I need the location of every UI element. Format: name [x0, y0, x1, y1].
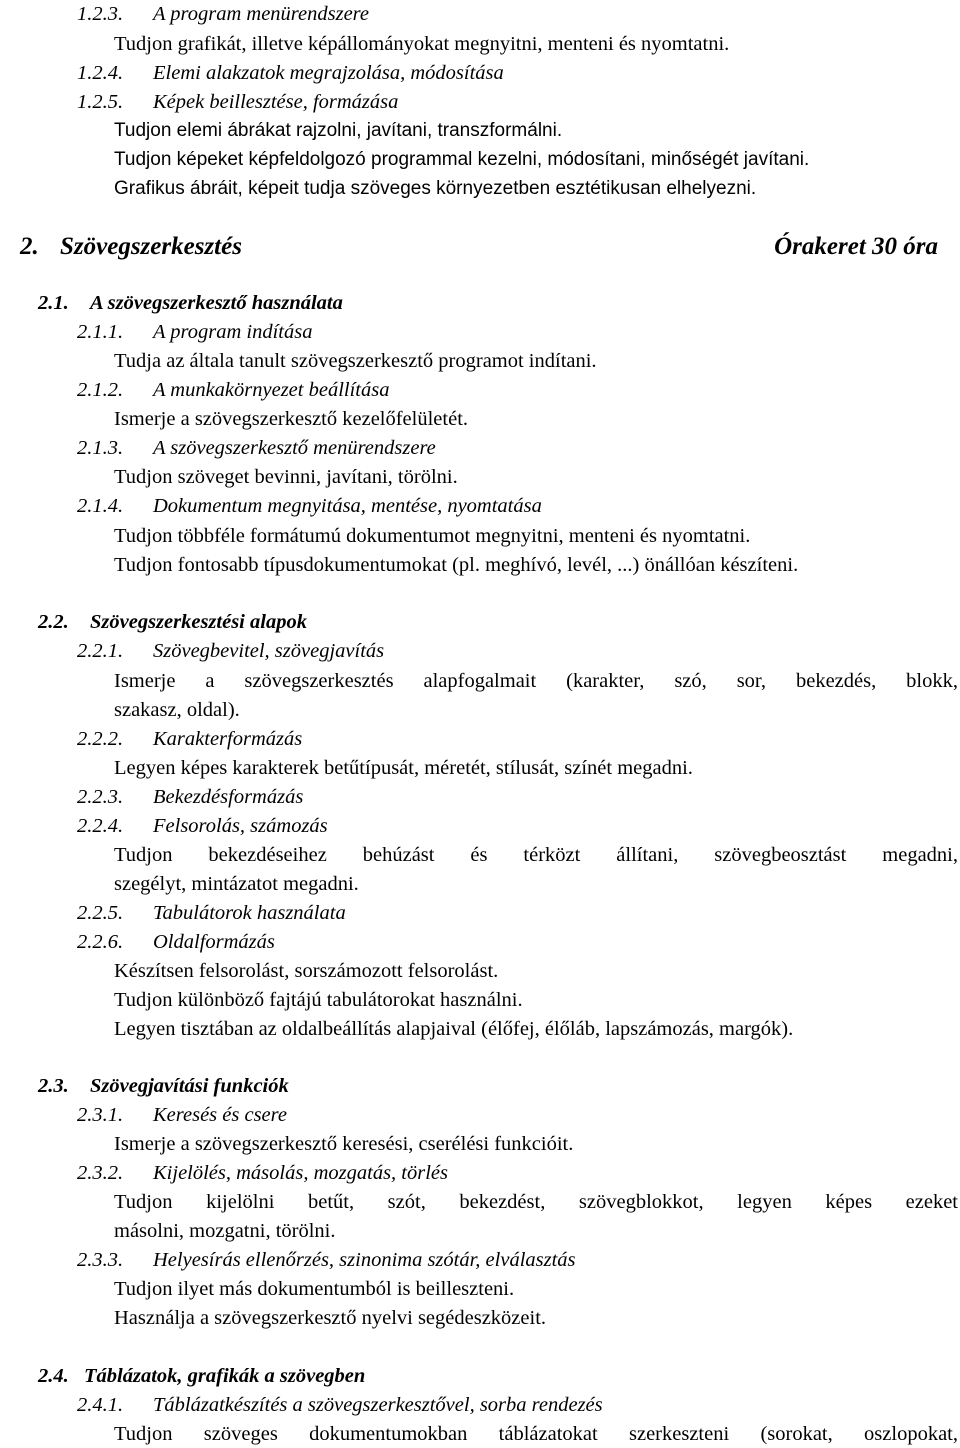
section-heading	[38, 293, 343, 314]
section-title: Dokumentum megnyitása, mentése, nyomtatása	[153, 495, 542, 517]
chapter-title: Szövegszerkesztés	[60, 233, 242, 260]
section-title: Tabulátorok használata	[153, 902, 346, 924]
section-number: 2.2.1.	[77, 640, 124, 662]
section-heading	[38, 1366, 365, 1387]
section-number: 1.2.5.	[77, 91, 124, 113]
section-number: 2.2.5.	[77, 902, 124, 924]
section-title: Táblázatok, grafikák a szövegben	[84, 1365, 366, 1387]
section-title: Szövegbevitel, szövegjavítás	[153, 640, 385, 662]
subsection-heading	[77, 787, 303, 808]
section-title: Kijelölés, másolás, mozgatás, törlés	[153, 1162, 448, 1184]
hours-allocation: Órakeret 30 óra	[774, 233, 938, 260]
section-number: 1.2.3.	[77, 3, 124, 25]
section-title: Elemi alakzatok megrajzolása, módosítása	[153, 62, 504, 84]
subsection-heading	[77, 92, 398, 113]
section-heading	[38, 612, 307, 633]
section-title: A szövegszerkesztő használata	[90, 292, 343, 314]
section-title: Szövegszerkesztési alapok	[90, 611, 307, 633]
section-title: Bekezdésformázás	[153, 786, 304, 808]
subsection-heading	[77, 816, 328, 837]
section-number: 2.4.1.	[77, 1394, 124, 1416]
section-number: 2.2.3.	[77, 786, 124, 808]
subsection-heading	[77, 1395, 603, 1416]
section-number: 2.1.3.	[77, 437, 124, 459]
subsection-heading	[77, 380, 389, 401]
body-text: Tudjon kijelölni betűt, szót, bekezdést, szövegblokkot, legyen képes ezeket	[114, 1191, 958, 1213]
body-text: Ismerje a szövegszerkesztés alapfogalmait (karakter, szó, sor, bekezdés, blokk,	[114, 670, 958, 692]
section-title: Felsorolás, számozás	[153, 815, 328, 837]
subsection-heading	[77, 932, 275, 953]
section-title: Képek beillesztése, formázása	[153, 91, 399, 113]
body-text: Legyen képes karakterek betűtípusát, méretét, stílusát, színét megadni.	[114, 757, 693, 779]
section-title: Karakterformázás	[153, 728, 303, 750]
section-number: 2.3.	[38, 1075, 69, 1097]
body-text: Tudjon bekezdéseihez behúzást és térközt állítani, szövegbeosztást megadni,	[114, 844, 958, 866]
subsection-heading	[77, 729, 302, 750]
section-number: 2.3.1.	[77, 1104, 124, 1126]
section-number: 2.1.4.	[77, 495, 124, 517]
subsection-heading	[77, 438, 436, 459]
section-number: 2.1.1.	[77, 321, 124, 343]
section-number: 2.2.2.	[77, 728, 124, 750]
section-number: 2.3.3.	[77, 1249, 124, 1271]
body-text: szakasz, oldal).	[114, 699, 240, 721]
body-text: Tudja az általa tanult szövegszerkesztő programot indítani.	[114, 350, 597, 372]
body-text: Grafikus ábráit, képeit tudja szöveges környezetben esztétikusan elhelyezni.	[114, 178, 757, 199]
subsection-heading	[77, 1250, 576, 1271]
section-number: 2.1.2.	[77, 379, 124, 401]
body-text: Tudjon szöveget bevinni, javítani, törölni.	[114, 466, 458, 488]
section-number: 1.2.4.	[77, 62, 124, 84]
section-title: A munkakörnyezet beállítása	[153, 379, 390, 401]
subsection-heading	[77, 903, 346, 924]
subsection-heading	[77, 4, 369, 25]
subsection-heading	[77, 63, 504, 84]
body-text: Tudjon elemi ábrákat rajzolni, javítani, transzformálni.	[114, 120, 563, 141]
body-text: Tudjon fontosabb típusdokumentumokat (pl. meghívó, levél, ...) önállóan készíteni.	[114, 554, 799, 576]
body-text: Legyen tisztában az oldalbeállítás alapjaival (élőfej, élőláb, lapszámozás, margók).	[114, 1018, 794, 1040]
subsection-heading	[77, 496, 542, 517]
subsection-heading	[77, 641, 384, 662]
body-text: Tudjon ilyet más dokumentumból is beilleszteni.	[114, 1278, 515, 1300]
subsection-heading	[77, 1105, 287, 1126]
chapter-heading	[20, 234, 242, 259]
subsection-heading	[77, 322, 312, 343]
section-title: A program indítása	[153, 321, 313, 343]
section-number: 2.2.4.	[77, 815, 124, 837]
chapter-number: 2.	[20, 233, 39, 260]
body-text: Ismerje a szövegszerkesztő keresési, cserélési funkcióit.	[114, 1133, 574, 1155]
body-text: Tudjon különböző fajtájú tabulátorokat használni.	[114, 989, 523, 1011]
body-text: szegélyt, mintázatot megadni.	[114, 873, 359, 895]
section-number: 2.2.	[38, 611, 69, 633]
section-title: Táblázatkészítés a szövegszerkesztővel, sorba rendezés	[153, 1394, 603, 1416]
section-title: Keresés és csere	[153, 1104, 287, 1126]
body-text: Tudjon grafikát, illetve képállományokat megnyitni, menteni és nyomtatni.	[114, 33, 730, 55]
section-heading	[38, 1076, 289, 1097]
body-text: Tudjon többféle formátumú dokumentumot megnyitni, menteni és nyomtatni.	[114, 525, 751, 547]
section-title: Szövegjavítási funkciók	[90, 1075, 289, 1097]
body-text: másolni, mozgatni, törölni.	[114, 1220, 336, 1242]
body-text: Tudjon képeket képfeldolgozó programmal kezelni, módosítani, minőségét javítani.	[114, 149, 810, 170]
section-number: 2.1.	[38, 292, 69, 314]
section-title: Oldalformázás	[153, 931, 275, 953]
body-text: Ismerje a szövegszerkesztő kezelőfelületét.	[114, 408, 469, 430]
subsection-heading	[77, 1163, 448, 1184]
section-title: A szövegszerkesztő menürendszere	[153, 437, 436, 459]
section-title: Helyesírás ellenőrzés, szinonima szótár, elválasztás	[153, 1249, 576, 1271]
body-text: Használja a szövegszerkesztő nyelvi segédeszközeit.	[114, 1307, 547, 1329]
body-text: Készítsen felsorolást, sorszámozott felsorolást.	[114, 960, 499, 982]
section-number: 2.4.	[38, 1365, 69, 1387]
section-number: 2.3.2.	[77, 1162, 124, 1184]
body-text: Tudjon szöveges dokumentumokban táblázatokat szerkeszteni (sorokat, oszlopokat,	[114, 1423, 958, 1445]
section-number: 2.2.6.	[77, 931, 124, 953]
section-title: A program menürendszere	[153, 3, 369, 25]
